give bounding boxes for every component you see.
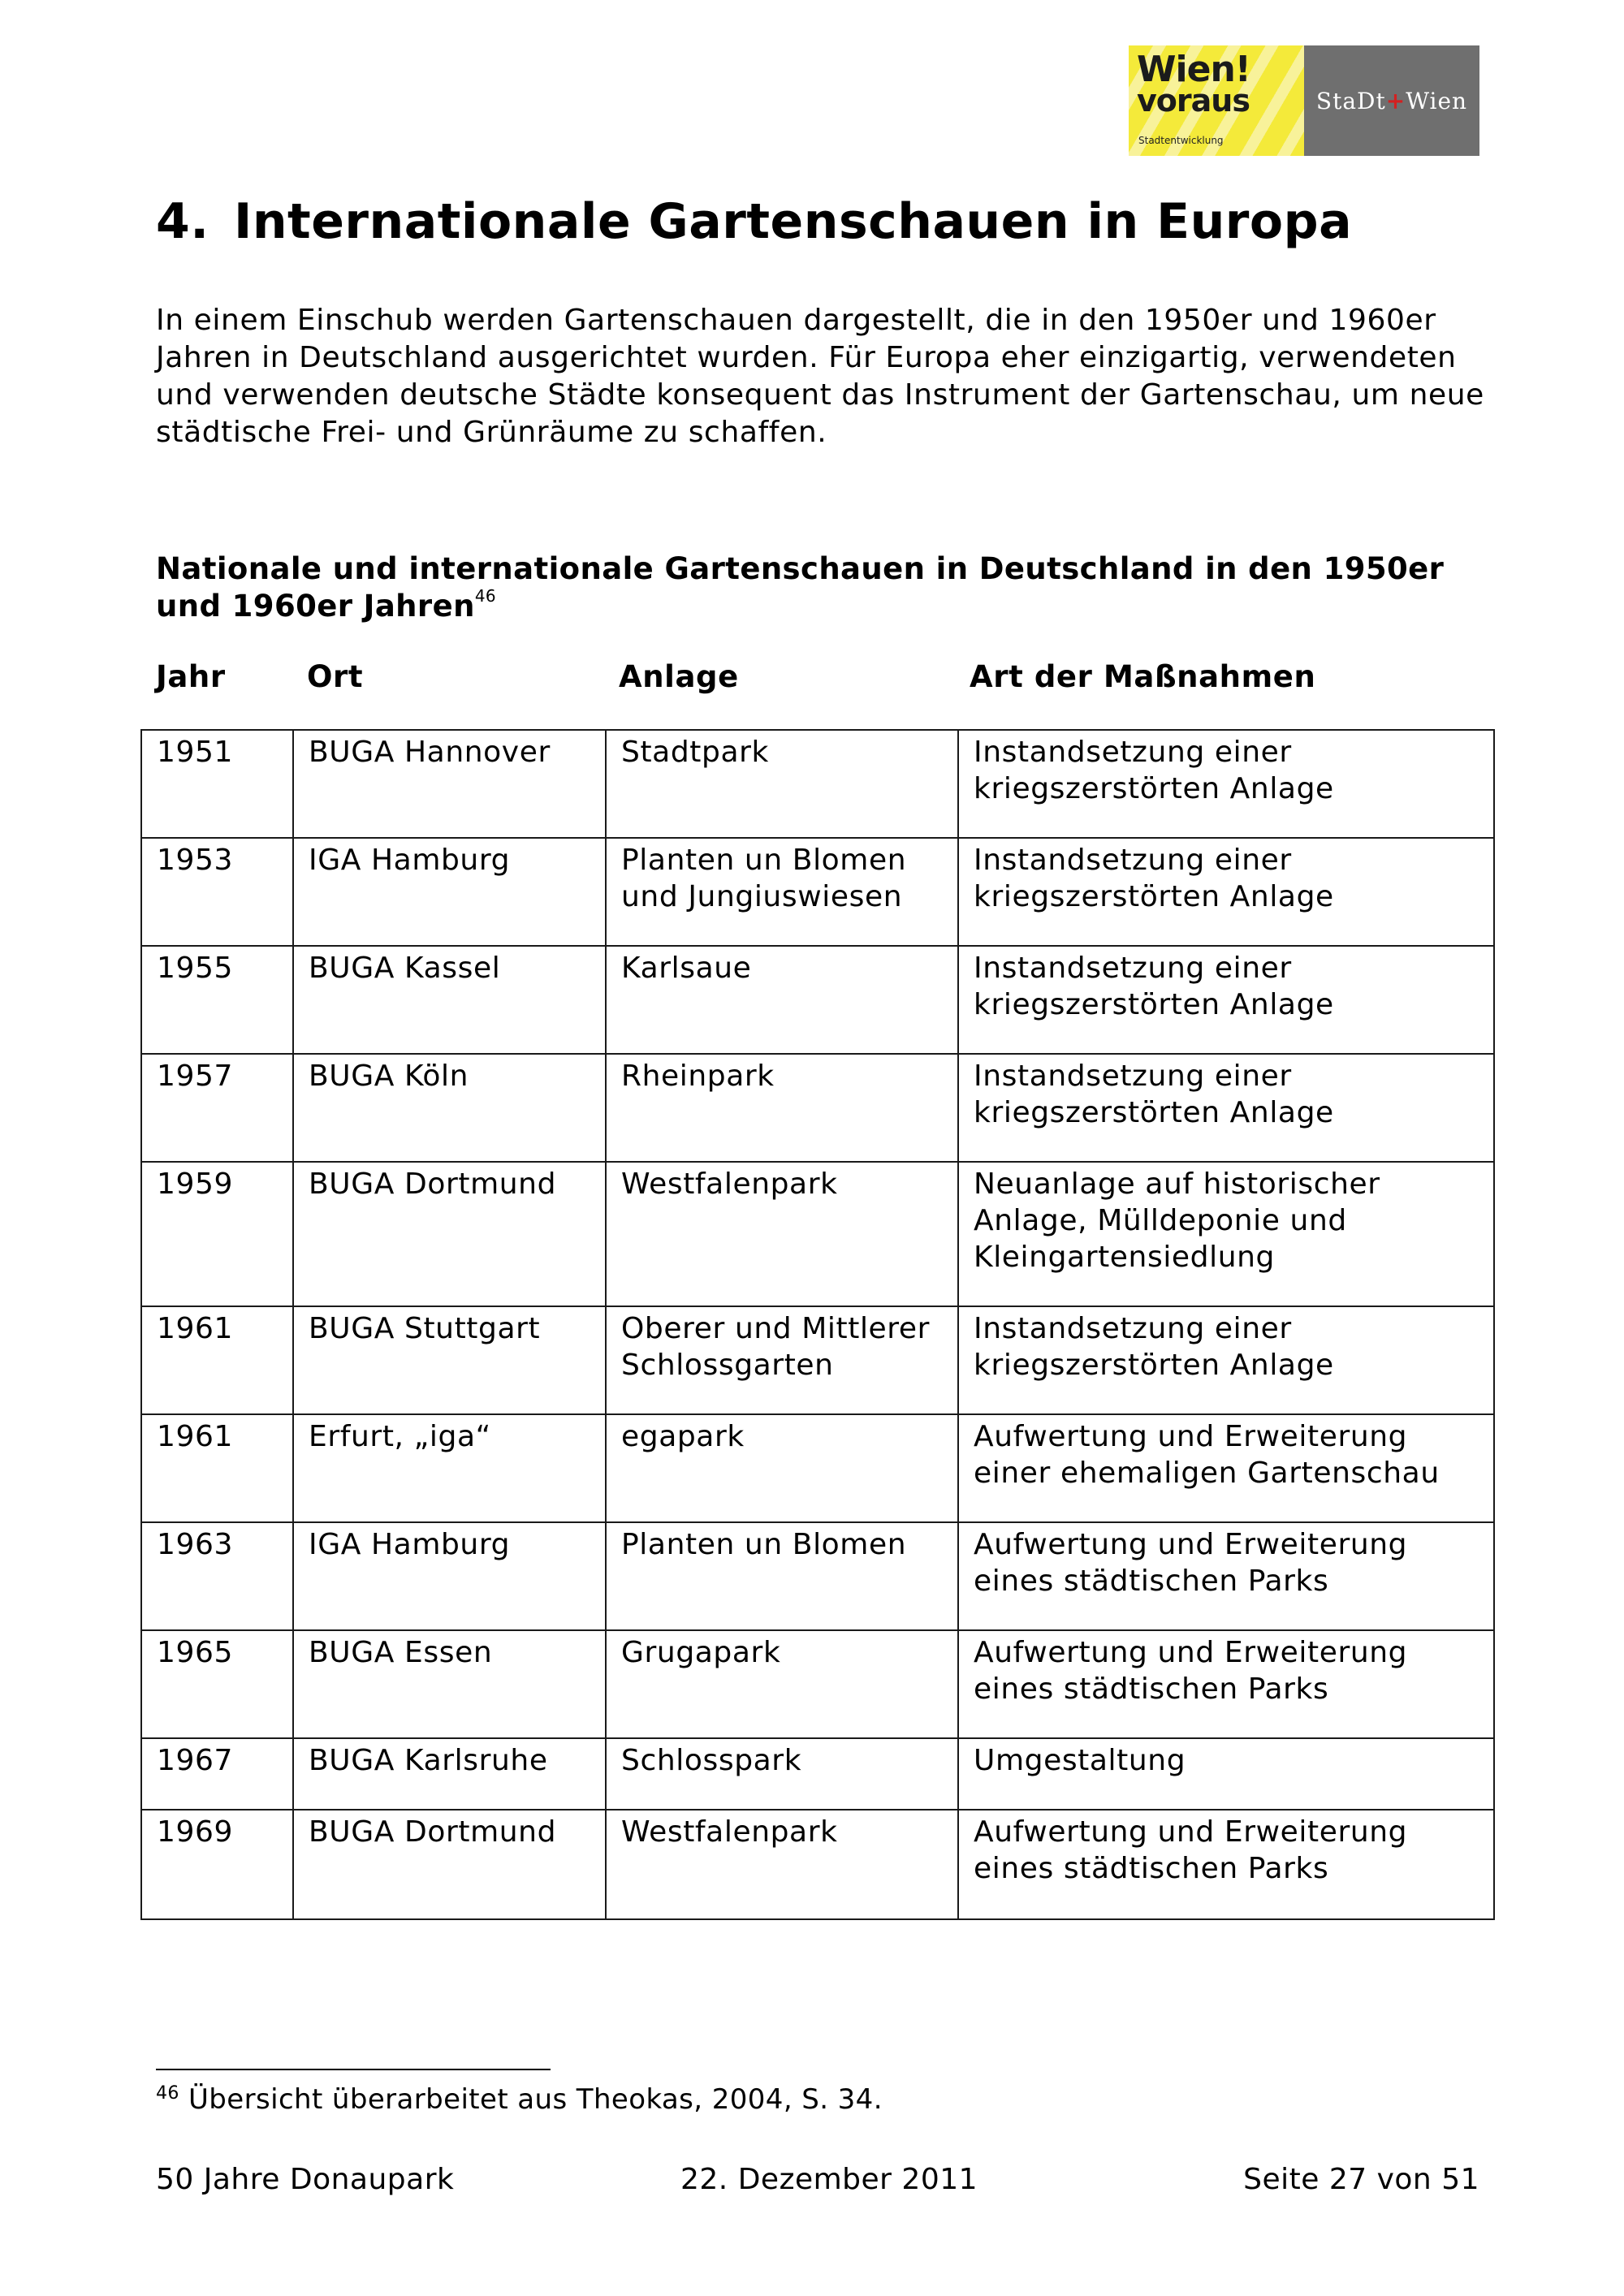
cell-jahr: 1965: [141, 1630, 293, 1738]
table-title: [156, 550, 1488, 625]
cell-jahr: 1959: [141, 1162, 293, 1306]
cell-anlage: Planten un Blomen: [606, 1522, 958, 1630]
cell-massnahmen: Aufwertung und Erweiterung eines städtischen Parks: [958, 1810, 1494, 1919]
cell-massnahmen: Aufwertung und Erweiterung eines städtischen Parks: [958, 1630, 1494, 1738]
table-row: [141, 838, 1494, 946]
footnote-number: 46: [156, 2083, 179, 2104]
footer-page-number: Seite 27 von 51: [1243, 2163, 1479, 2196]
cell-jahr: 1963: [141, 1522, 293, 1630]
column-header-jahr: Jahr: [156, 659, 226, 694]
gartenschau-table: [140, 729, 1495, 1920]
cell-anlage: Rheinpark: [606, 1054, 958, 1162]
section-number: 4.: [156, 193, 209, 250]
cell-anlage: Oberer und Mittlerer Schlossgarten: [606, 1306, 958, 1414]
footnote-divider: [156, 2069, 551, 2070]
table-title-footnote-ref: 46: [474, 586, 497, 606]
cell-anlage: Westfalenpark: [606, 1162, 958, 1306]
table-row: [141, 1306, 1494, 1414]
cell-anlage: Planten un Blomen und Jungiuswiesen: [606, 838, 958, 946]
cell-jahr: 1961: [141, 1414, 293, 1522]
cell-ort: BUGA Stuttgart: [293, 1306, 606, 1414]
cell-massnahmen: Instandsetzung einer kriegszerstörten Anlage: [958, 838, 1494, 946]
table-row: [141, 1414, 1494, 1522]
section-title: Internationale Gartenschauen in Europa: [234, 193, 1353, 250]
cell-ort: BUGA Dortmund: [293, 1162, 606, 1306]
cell-massnahmen: Instandsetzung einer kriegszerstörten Anlage: [958, 1306, 1494, 1414]
wien-logo-subtitle: Stadtentwicklung: [1138, 135, 1224, 146]
cell-massnahmen: Instandsetzung einer kriegszerstörten Anlage: [958, 946, 1494, 1054]
footnote-text: Übersicht überarbeitet aus Theokas, 2004, S. 34.: [188, 2083, 883, 2116]
footer-date: 22. Dezember 2011: [680, 2163, 978, 2196]
cell-ort: IGA Hamburg: [293, 1522, 606, 1630]
cell-ort: BUGA Essen: [293, 1630, 606, 1738]
column-header-anlage: Anlage: [619, 659, 739, 694]
cell-massnahmen: Instandsetzung einer kriegszerstörten Anlage: [958, 1054, 1494, 1162]
cell-anlage: Schlosspark: [606, 1738, 958, 1810]
cell-jahr: 1951: [141, 730, 293, 838]
stadt-logo-cross-icon: +: [1385, 87, 1406, 114]
wien-logo-line1: Wien!: [1137, 49, 1250, 90]
cell-ort: BUGA Hannover: [293, 730, 606, 838]
cell-jahr: 1957: [141, 1054, 293, 1162]
cell-massnahmen: Umgestaltung: [958, 1738, 1494, 1810]
stadt-logo-part2: Wien: [1406, 87, 1468, 114]
cell-anlage: Grugapark: [606, 1630, 958, 1738]
wien-logo-line2: voraus: [1137, 83, 1250, 119]
cell-anlage: Westfalenpark: [606, 1810, 958, 1919]
table-row: [141, 1522, 1494, 1630]
cell-anlage: egapark: [606, 1414, 958, 1522]
cell-jahr: 1969: [141, 1810, 293, 1919]
stadt-logo-part1: StaDt: [1315, 87, 1386, 114]
footer-document-title: 50 Jahre Donaupark: [156, 2163, 455, 2196]
table-title-text: Nationale und internationale Gartenschauen in Deutschland in den 1950er und 1960er Jahren: [156, 551, 1445, 624]
cell-ort: BUGA Dortmund: [293, 1810, 606, 1919]
column-header-massnahmen: Art der Maßnahmen: [970, 659, 1316, 694]
cell-jahr: 1953: [141, 838, 293, 946]
table-row: [141, 946, 1494, 1054]
cell-ort: BUGA Karlsruhe: [293, 1738, 606, 1810]
table-row: [141, 1630, 1494, 1738]
intro-paragraph: In einem Einschub werden Gartenschauen dargestellt, die in den 1950er und 1960er Jahren in Deutschland ausgerichtet wurden. Für Europa eher einzigartig, verwendeten und verwenden deutsche Städte konsequent das Instrument der Gartenschau, um neue städtische Frei- und Grünräume zu schaffen.: [156, 304, 1484, 449]
header-logos: [1129, 45, 1479, 156]
cell-jahr: 1967: [141, 1738, 293, 1810]
page-title: [156, 193, 1352, 250]
cell-massnahmen: Aufwertung und Erweiterung eines städtischen Parks: [958, 1522, 1494, 1630]
cell-ort: Erfurt, „iga“: [293, 1414, 606, 1522]
table-row: [141, 1810, 1494, 1919]
cell-jahr: 1955: [141, 946, 293, 1054]
column-header-ort: Ort: [307, 659, 364, 694]
table-row: [141, 1738, 1494, 1810]
cell-massnahmen: Neuanlage auf historischer Anlage, Mülldeponie und Kleingartensiedlung: [958, 1162, 1494, 1306]
cell-massnahmen: Aufwertung und Erweiterung einer ehemaligen Gartenschau: [958, 1414, 1494, 1522]
cell-anlage: Karlsaue: [606, 946, 958, 1054]
cell-ort: BUGA Kassel: [293, 946, 606, 1054]
cell-ort: BUGA Köln: [293, 1054, 606, 1162]
footnote: [156, 2083, 883, 2116]
table-row: [141, 1054, 1494, 1162]
cell-anlage: Stadtpark: [606, 730, 958, 838]
stadt-wien-logo: [1304, 45, 1479, 156]
cell-ort: IGA Hamburg: [293, 838, 606, 946]
table-row: [141, 1162, 1494, 1306]
wien-voraus-logo: [1129, 45, 1304, 156]
table-row: [141, 730, 1494, 838]
cell-massnahmen: Instandsetzung einer kriegszerstörten Anlage: [958, 730, 1494, 838]
cell-jahr: 1961: [141, 1306, 293, 1414]
